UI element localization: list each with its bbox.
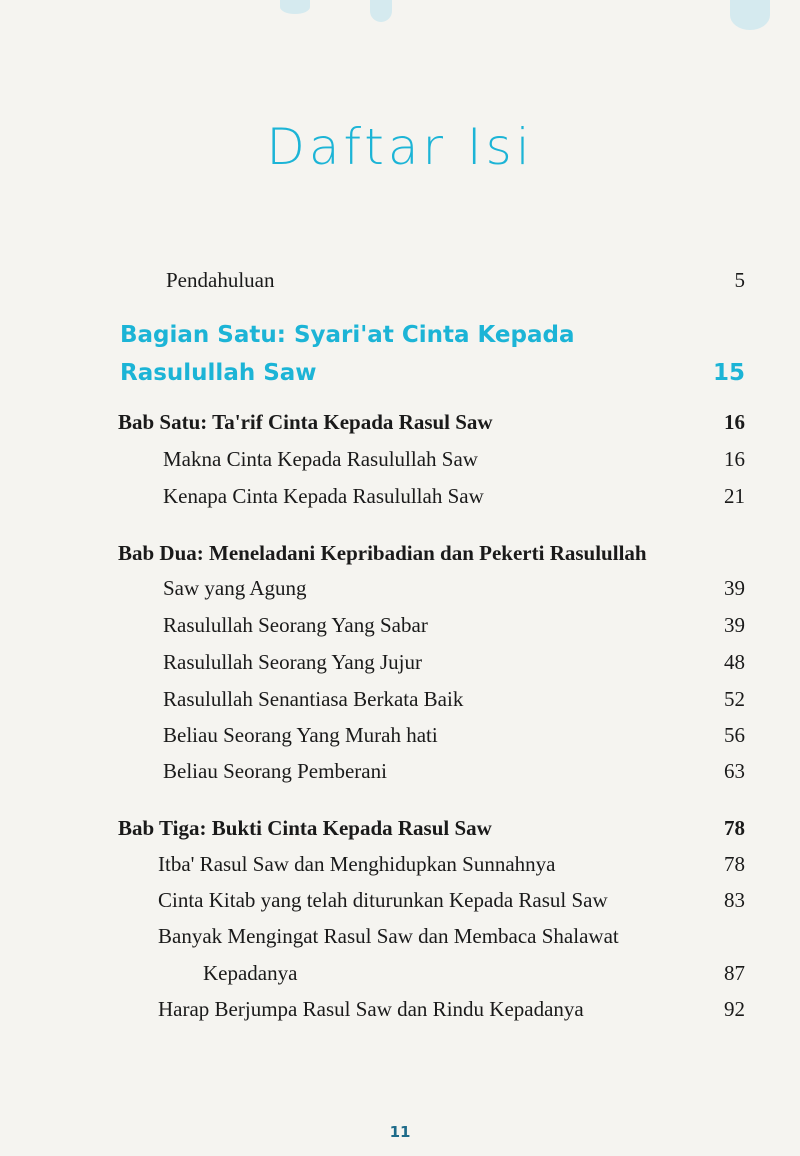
toc-entry-page: 56	[724, 723, 745, 747]
toc-entry-label: Beliau Seorang Pemberani	[163, 759, 387, 783]
toc-entry-label: Kepadanya	[203, 961, 298, 985]
toc-entry-page: 16	[724, 410, 745, 434]
toc-entry-label: Saw yang Agung	[163, 576, 307, 600]
toc-entry-page: 52	[724, 687, 745, 711]
toc-entry-page: 48	[724, 650, 745, 674]
toc-entry-label: Kenapa Cinta Kepada Rasulullah Saw	[163, 484, 484, 508]
part-heading-line2	[120, 360, 745, 386]
toc-entry-label: Rasulullah Seorang Yang Jujur	[163, 650, 422, 674]
toc-entry-page: 16	[724, 447, 745, 471]
toc-entry-page: 83	[724, 888, 745, 912]
toc-entry-label: Banyak Mengingat Rasul Saw dan Membaca Shalawat	[158, 924, 619, 948]
toc-entry-page: 5	[734, 268, 745, 292]
toc-entry-label: Beliau Seorang Yang Murah hati	[163, 723, 438, 747]
toc-entry-label: Pendahuluan	[166, 268, 275, 292]
part-heading-page: 15	[712, 360, 745, 386]
toc-entry-label: Makna Cinta Kepada Rasulullah Saw	[163, 447, 478, 471]
toc-entry-page: 78	[724, 852, 745, 876]
toc-entry-page: 63	[724, 759, 745, 783]
toc-entry-page: 39	[724, 576, 745, 600]
toc-entry-page: 78	[724, 816, 745, 840]
toc-entry-label: Bab Dua: Meneladani Kepribadian dan Pekerti Rasulullah	[118, 541, 647, 565]
toc-entry-label: Rasulullah Seorang Yang Sabar	[163, 613, 428, 637]
page-title: Daftar Isi	[266, 118, 534, 176]
toc-entry-label: Bab Tiga: Bukti Cinta Kepada Rasul Saw	[118, 816, 492, 840]
page-number: 11	[389, 1123, 411, 1141]
toc-entry-page: 39	[724, 613, 745, 637]
toc-entry-label: Rasulullah Senantiasa Berkata Baik	[163, 687, 464, 711]
toc-entry-label: Harap Berjumpa Rasul Saw dan Rindu Kepadanya	[158, 997, 584, 1021]
toc-entry-label: Cinta Kitab yang telah diturunkan Kepada Rasul Saw	[158, 888, 608, 912]
part-heading-line1: Bagian Satu: Syari'at Cinta Kepada	[120, 322, 575, 348]
part-heading-label: Rasulullah Saw	[120, 360, 317, 386]
toc-entry-label: Itba' Rasul Saw dan Menghidupkan Sunnahnya	[158, 852, 556, 876]
toc-entry-page: 92	[724, 997, 745, 1021]
toc-entry-page: 87	[724, 961, 745, 985]
toc-entry-page: 21	[724, 484, 745, 508]
toc-entry-label: Bab Satu: Ta'rif Cinta Kepada Rasul Saw	[118, 410, 493, 434]
